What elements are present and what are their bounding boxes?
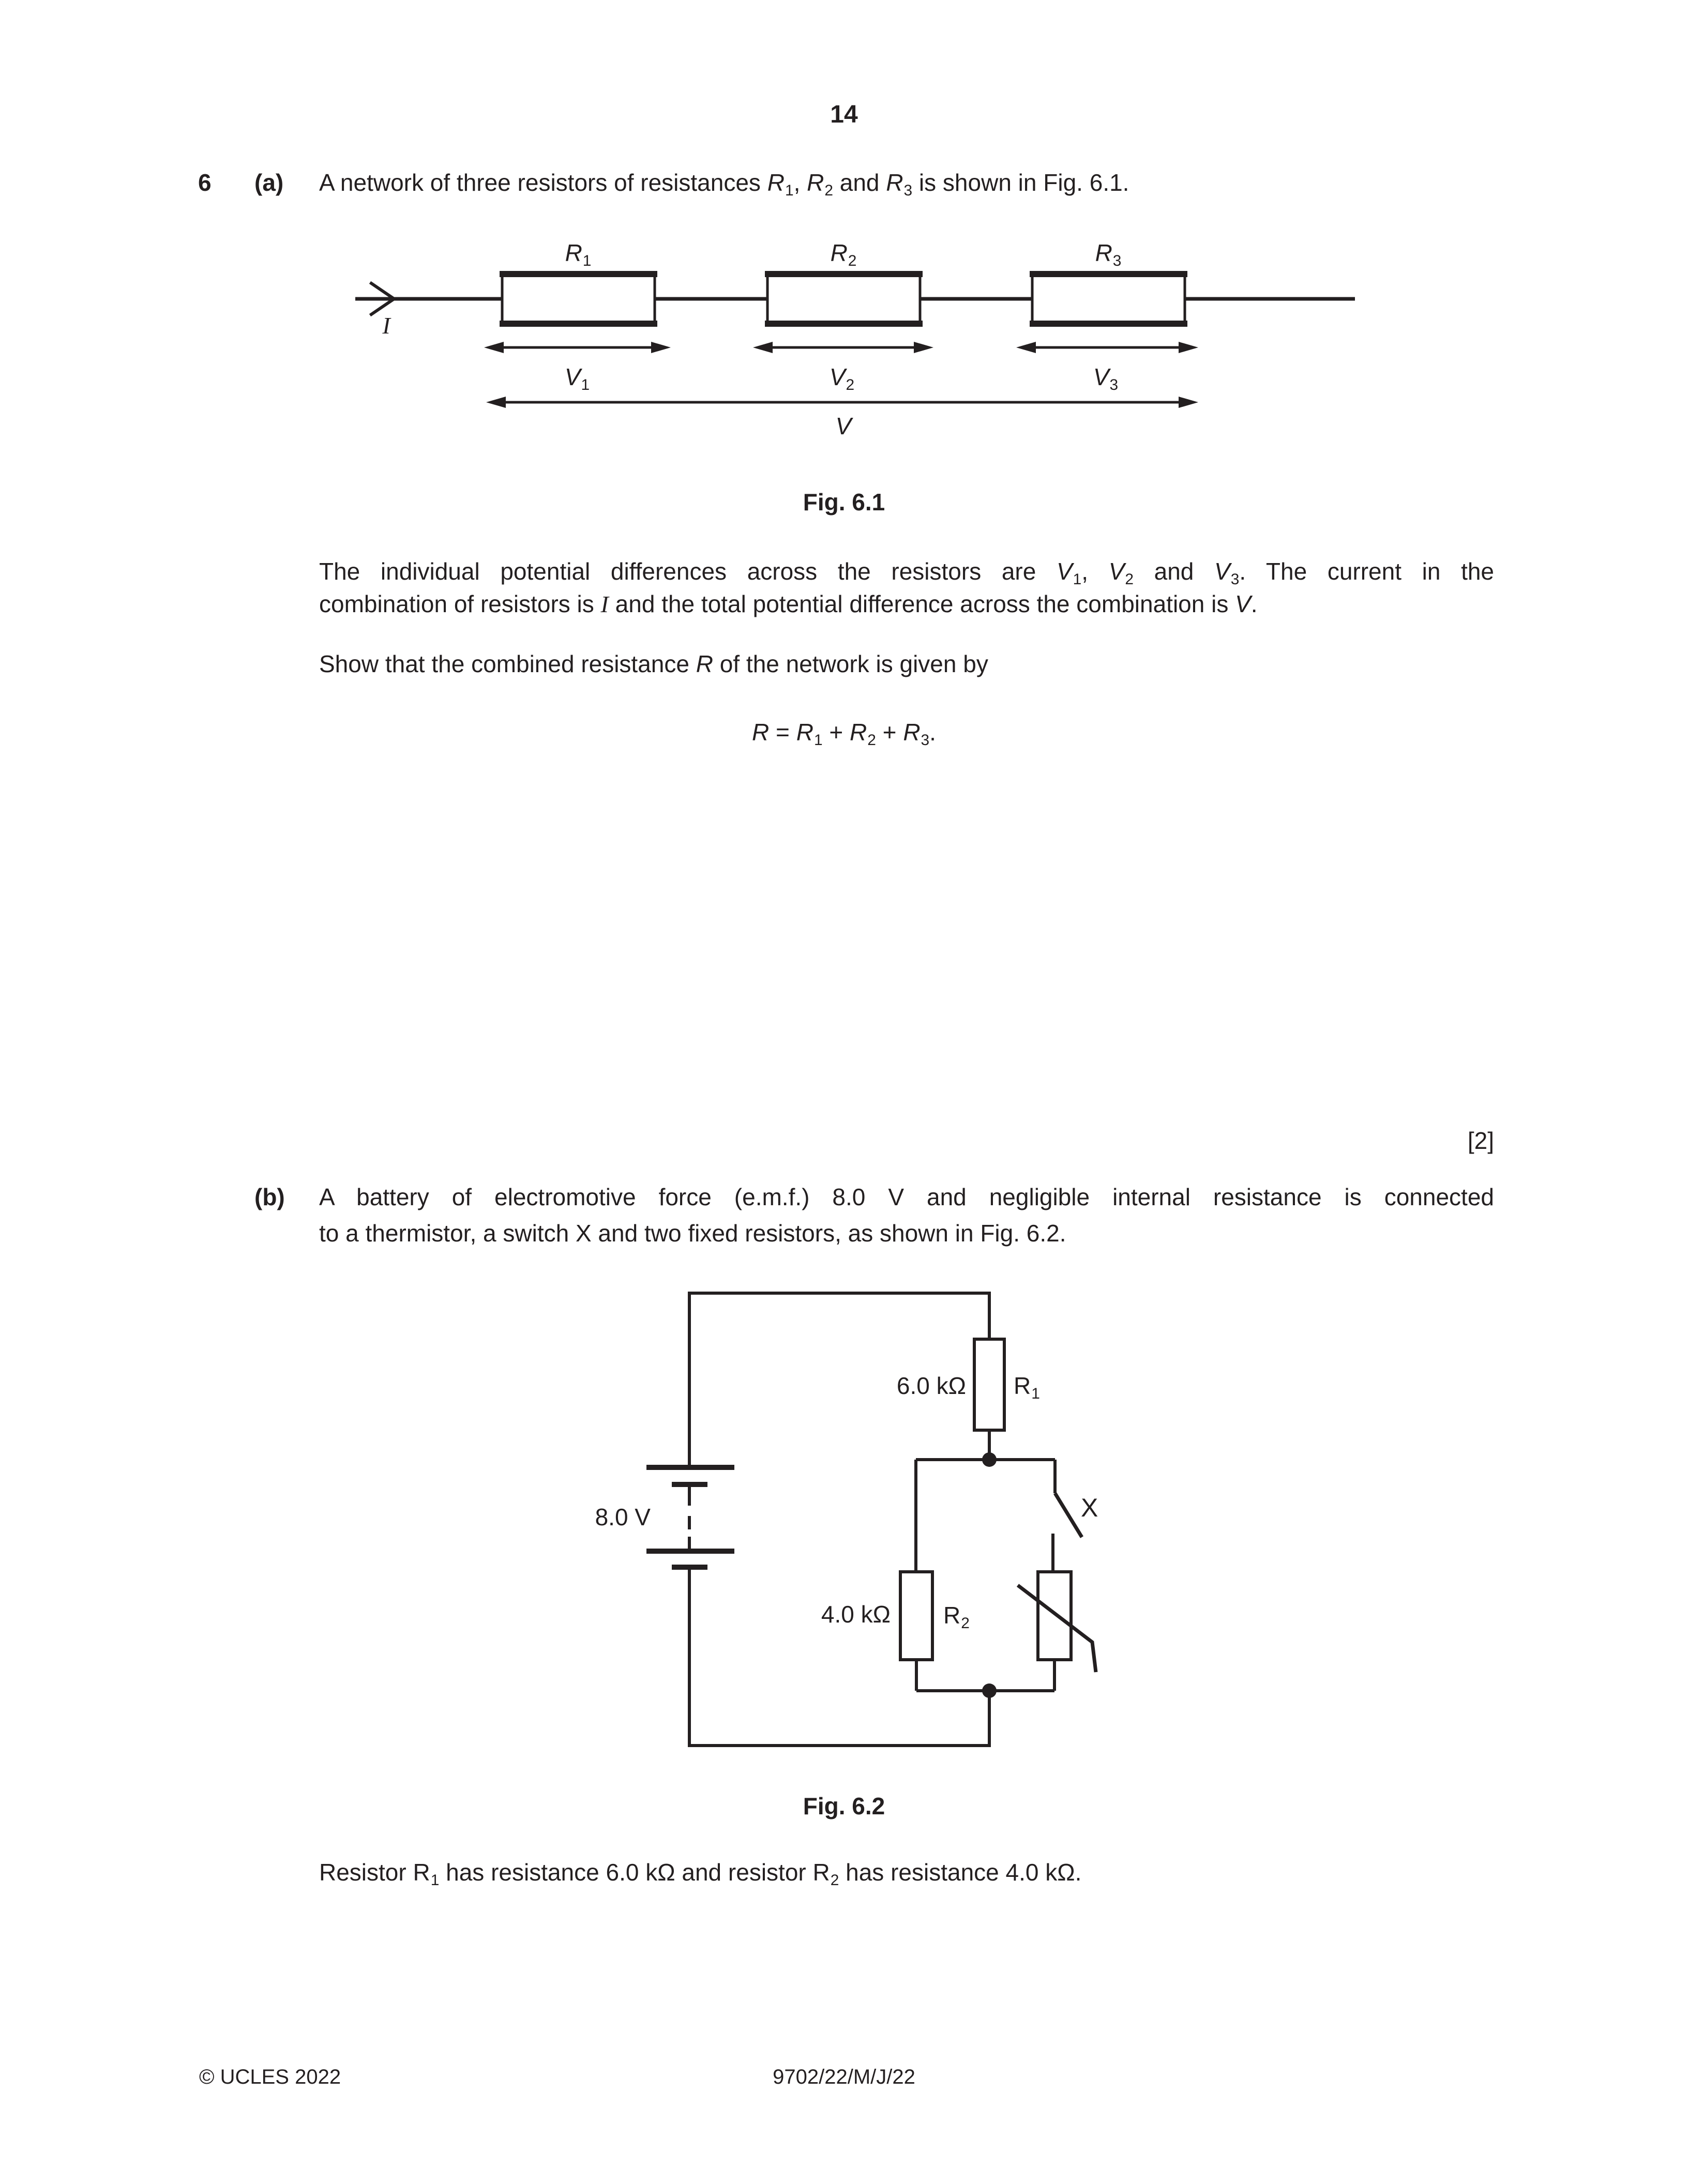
resistor-r1-box <box>502 273 655 325</box>
fig62-r2-value: 4.0 kΩ <box>821 1601 891 1628</box>
fig61-label-v1: V1 <box>564 363 590 393</box>
fig61-label-v3: V3 <box>1093 363 1119 393</box>
fig61-label-v2: V2 <box>829 363 855 393</box>
wire-bottom-loop <box>689 1567 989 1746</box>
part-b-line2: to a thermistor, a switch X and two fixed resistors, as shown in Fig. 6.2. <box>319 1220 1066 1247</box>
fig61-label-v-total: V <box>835 413 852 439</box>
part-b-label: (b) <box>254 1184 285 1210</box>
part-a-label: (a) <box>254 169 284 196</box>
resistor-r2-box <box>767 273 920 325</box>
fig62-switch-label: X <box>1081 1493 1098 1522</box>
fig62-r1-name: R1 <box>1014 1372 1040 1402</box>
resistor-r3-box <box>1032 273 1185 325</box>
v3-span-arrow <box>1016 342 1198 353</box>
fig61-label-r3: R3 <box>1095 239 1122 269</box>
fig61-label-r1: R1 <box>565 239 592 269</box>
fig61-caption: Fig. 6.1 <box>803 489 885 515</box>
thermistor-box <box>1038 1572 1071 1660</box>
resistor-r1-box <box>974 1339 1004 1430</box>
battery-symbol <box>646 1467 734 1567</box>
resistor-r2-box <box>900 1572 932 1660</box>
part-b-line1: A battery of electromotive force (e.m.f.) 8.0 V and negligible internal resistance is connected <box>319 1184 1494 1210</box>
fig62-r2-name: R2 <box>943 1602 970 1632</box>
part-a-equation: R = R1 + R2 + R3. <box>752 719 936 749</box>
part-a-intro: A network of three resistors of resistances R1, R2 and R3 is shown in Fig. 6.1. <box>319 169 1129 199</box>
fig62-caption: Fig. 6.2 <box>803 1793 885 1819</box>
v1-span-arrow <box>484 342 671 353</box>
footer-paper-code: 9702/22/M/J/22 <box>773 2066 915 2088</box>
fig62-emf-label: 8.0 V <box>595 1504 651 1530</box>
question-number: 6 <box>198 169 212 196</box>
part-a-show-line: Show that the combined resistance R of the network is given by <box>319 650 988 677</box>
footer-copyright: © UCLES 2022 <box>199 2066 341 2088</box>
fig61-label-r2: R2 <box>830 239 857 269</box>
part-b-closing: Resistor R1 has resistance 6.0 kΩ and resistor R2 has resistance 4.0 kΩ. <box>319 1859 1082 1889</box>
fig62-r1-value: 6.0 kΩ <box>896 1372 966 1399</box>
page-number: 14 <box>830 101 858 128</box>
fig61-label-current: I <box>382 312 390 339</box>
part-a-mark: [2] <box>1467 1127 1494 1154</box>
part-a-para-line2: combination of resistors is I and the total potential difference across the combination is V. <box>319 590 1258 617</box>
v2-span-arrow <box>753 342 933 353</box>
v-total-span-arrow <box>486 397 1198 408</box>
part-a-para-line1: The individual potential differences across the resistors are V1, V2 and V3. The current in the <box>319 558 1495 588</box>
switch-blade <box>1055 1493 1082 1537</box>
